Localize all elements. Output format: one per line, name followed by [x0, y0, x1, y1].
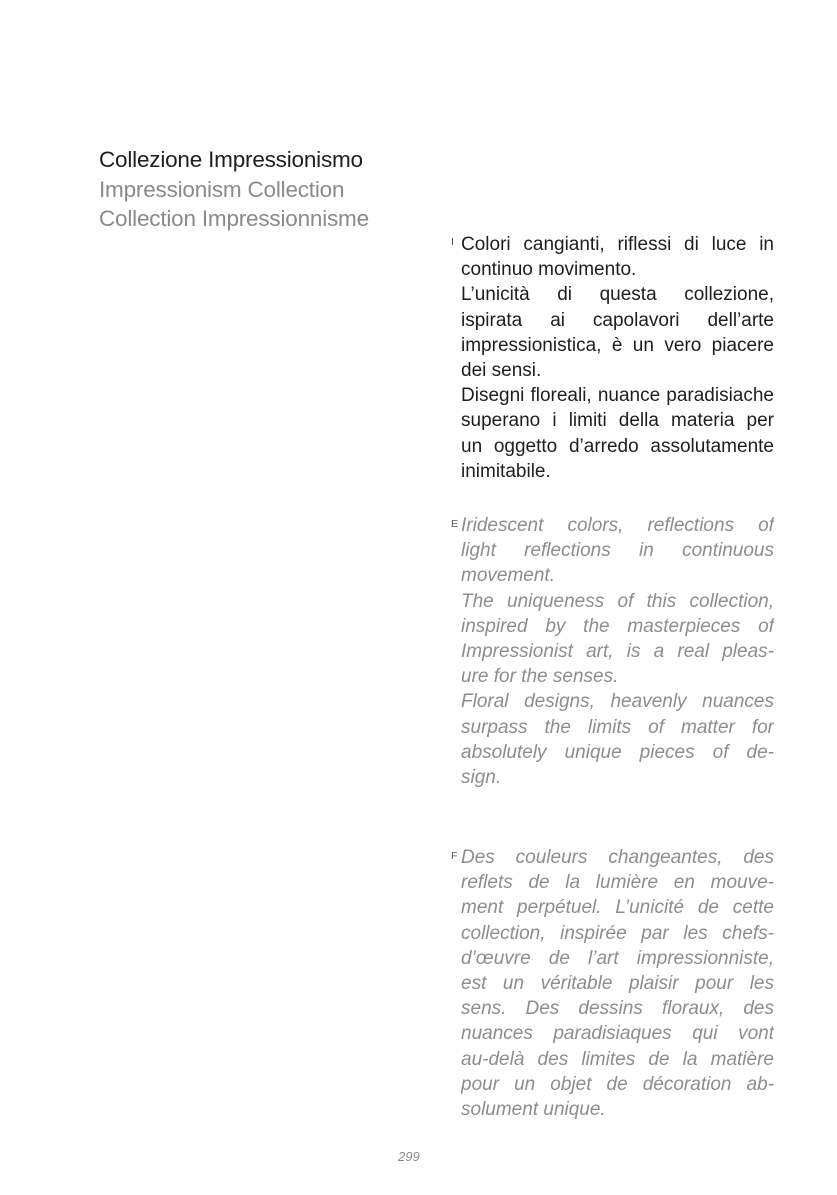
- text-line: surpass the limits of matter for: [461, 716, 774, 738]
- text-line: Floral designs, heavenly nuances: [461, 691, 774, 713]
- text-line: light reflections in continuous: [461, 540, 774, 562]
- language-marker-english: E: [451, 518, 459, 530]
- text-line: ment perpétuel. L’unicité de cette: [461, 897, 774, 919]
- text-line: Disegni floreali, nuance paradisiache: [461, 385, 774, 407]
- text-line: nuances paradisiaques qui vont: [461, 1023, 774, 1045]
- text-line: est un véritable plaisir pour les: [461, 972, 774, 994]
- collection-titles: [99, 145, 399, 234]
- text-line: sens. Des dessins floraux, des: [461, 998, 774, 1020]
- text-line: absolutely unique pieces of de-: [461, 741, 774, 763]
- text-line: reflets de la lumière en mouve-: [461, 872, 774, 894]
- text-line: impressionistica, è un vero piacere: [461, 334, 774, 356]
- text-line: Des couleurs changeantes, des: [461, 847, 774, 868]
- text-line: continuo movimento.: [461, 259, 637, 281]
- text-line: sign.: [461, 766, 502, 788]
- text-line: inspired by the masterpieces of: [461, 615, 774, 637]
- text-line: Colori cangianti, riflessi di luce in: [461, 234, 774, 255]
- text-line: ure for the senses.: [461, 666, 619, 688]
- french-description: [451, 845, 774, 1122]
- text-line: pour un objet de décoration ab-: [461, 1073, 774, 1095]
- text-line: L’unicità di questa collezione,: [461, 284, 774, 306]
- title-italian: Collezione Impressionismo: [99, 147, 363, 172]
- title-french: Collection Impressionnisme: [99, 206, 369, 231]
- text-line: superano i limiti della materia per: [461, 410, 774, 432]
- title-english: Impressionism Collection: [99, 176, 345, 202]
- english-description: [451, 513, 774, 790]
- text-line: dei sensi.: [461, 359, 542, 381]
- text-line: inimitabile.: [461, 460, 551, 482]
- text-line: ispirata ai capolavori dell’arte: [461, 309, 774, 331]
- text-line: Impressionist art, is a real pleas-: [461, 640, 774, 662]
- language-marker-french: F: [451, 850, 458, 862]
- text-line: collection, inspirée par les chefs-: [461, 922, 774, 944]
- italian-description: [451, 232, 774, 484]
- text-line: au-delà des limites de la matière: [461, 1048, 774, 1070]
- language-marker-italian: I: [451, 236, 454, 248]
- page-number: 299: [398, 1149, 420, 1164]
- text-line: The uniqueness of this collection,: [461, 590, 774, 612]
- text-line: solument unique.: [461, 1098, 606, 1120]
- text-line: d’œuvre de l’art impressionniste,: [461, 947, 774, 969]
- text-line: movement.: [461, 565, 555, 587]
- text-line: un oggetto d’arredo assolutamente: [461, 435, 774, 457]
- text-line: Iridescent colors, reflections of: [461, 515, 774, 536]
